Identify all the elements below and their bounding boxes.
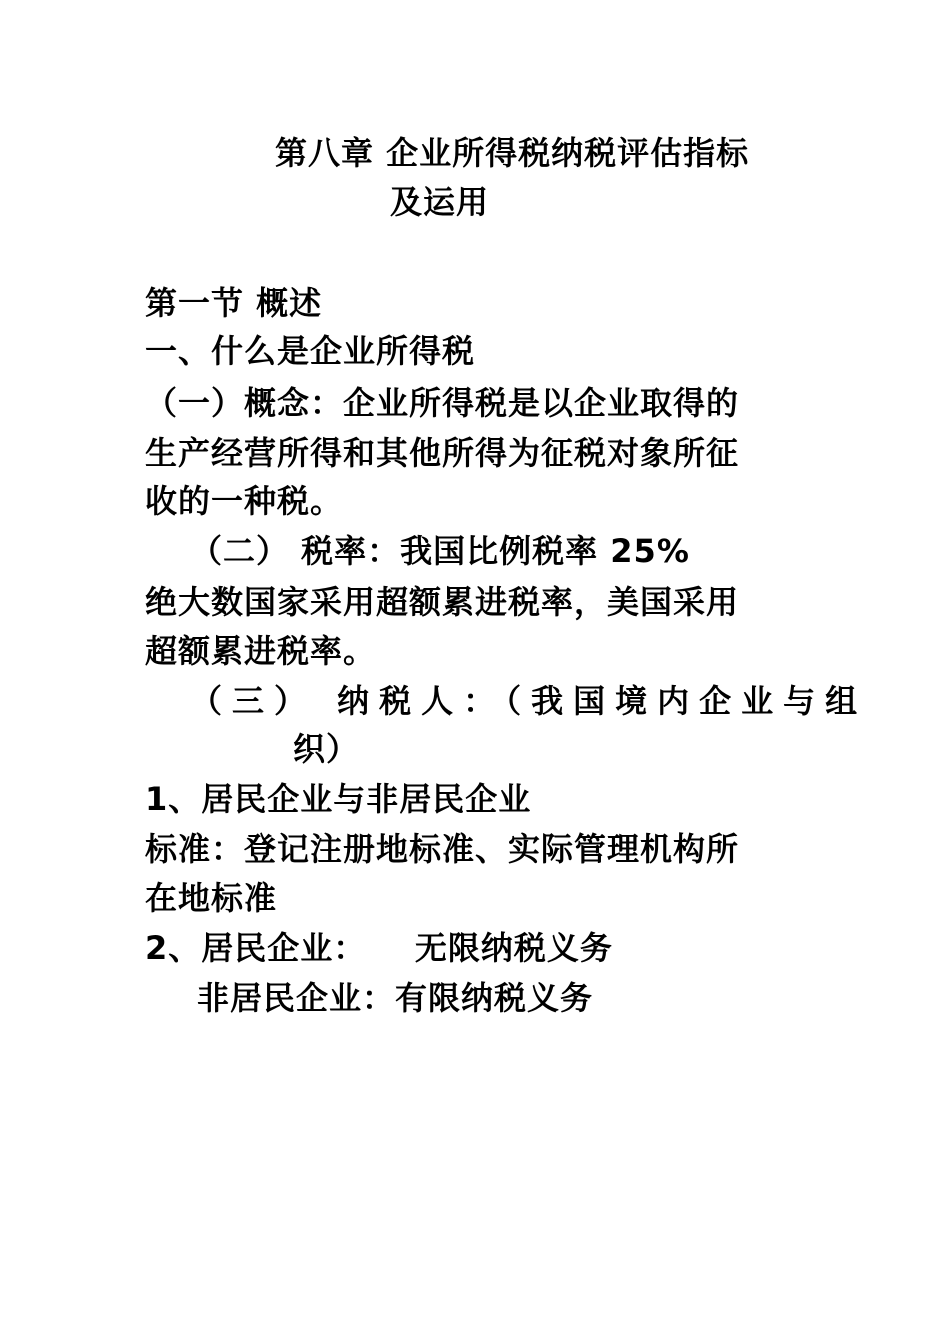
taxpayer-line2: 织） [293, 730, 360, 768]
concept-paragraph-line1: （一）概念：企业所得税是以企业取得的 [145, 384, 740, 422]
concept-paragraph-line3: 收的一种税。 [145, 482, 344, 520]
taxpayer-line1: （三） 纳税人：（我国境内企业与组 [190, 682, 868, 720]
subsection-heading: 一、什么是企业所得税 [145, 332, 476, 370]
rate-paragraph-line1: 绝大数国家采用超额累进税率，美国采用 [145, 583, 740, 621]
section-heading: 第一节 概述 [145, 284, 323, 322]
concept-paragraph-line2: 生产经营所得和其他所得为征税对象所征 [145, 434, 740, 472]
list-item-1: 1、居民企业与非居民企业 [145, 780, 532, 818]
tax-rate-line: （二） 税率：我国比例税率 25% [190, 532, 690, 570]
standard-line1: 标准：登记注册地标准、实际管理机构所 [145, 830, 740, 868]
list-item-2: 2、居民企业： 无限纳税义务 [145, 929, 613, 967]
chapter-title-line1: 第八章 企业所得税纳税评估指标 [275, 134, 750, 172]
chapter-title-line2: 及运用 [390, 183, 490, 221]
standard-line2: 在地标准 [145, 879, 278, 917]
rate-paragraph-line2: 超额累进税率。 [145, 632, 377, 670]
list-item-2-continued: 非居民企业：有限纳税义务 [197, 979, 594, 1017]
